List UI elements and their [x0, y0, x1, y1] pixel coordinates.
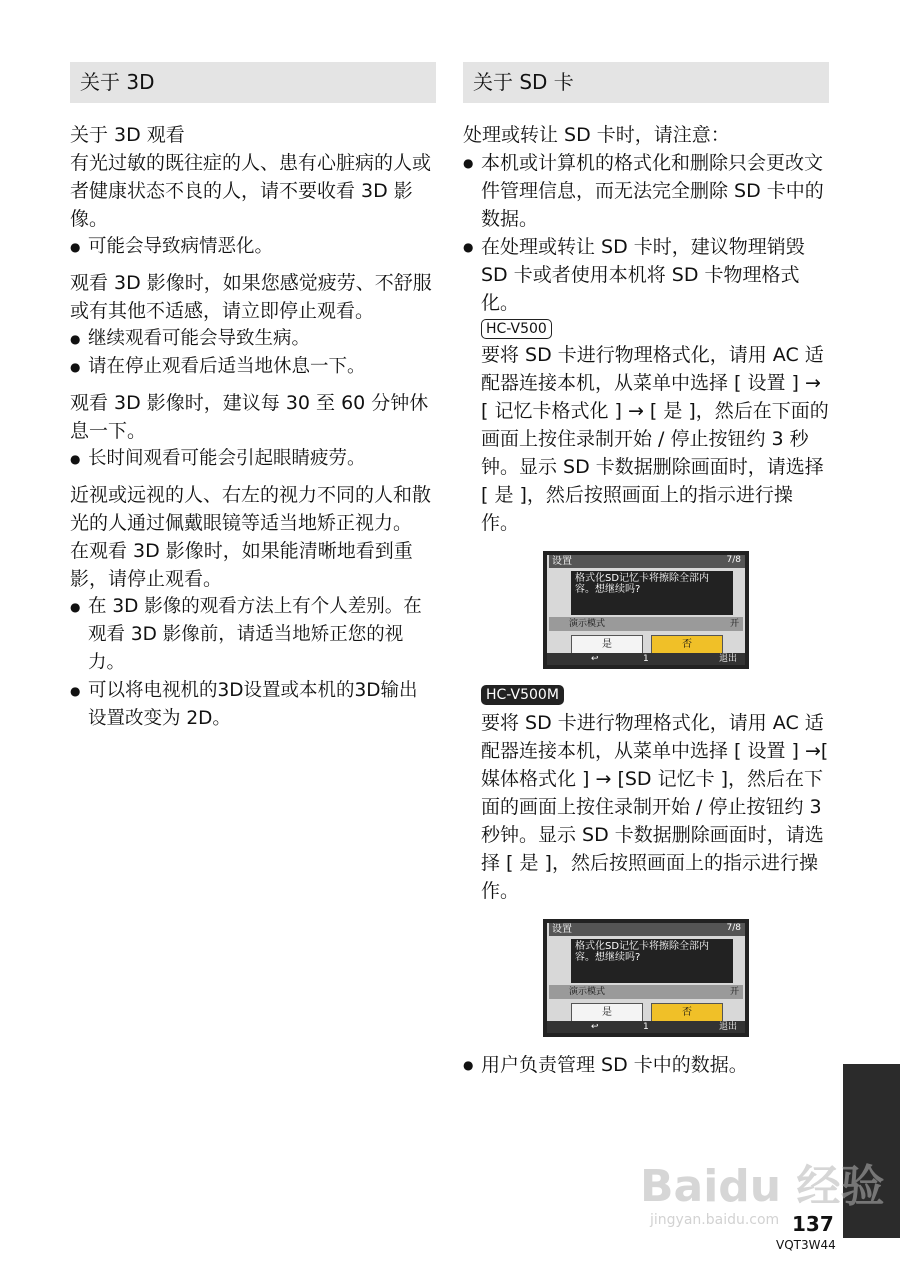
- screen-number: 1: [643, 654, 649, 664]
- paragraph: 有光过敏的既往症的人、患有心脏病的人或者健康状态不良的人，请不要收看 3D 影像。: [70, 152, 432, 230]
- document-code: VQT3W44: [776, 1238, 836, 1252]
- paragraph: 在观看 3D 影像时，如果能清晰地看到重影，请停止观看。: [70, 540, 413, 590]
- lcd-screen-illustration: [543, 919, 749, 1037]
- watermark-url: jingyan.baidu.com: [650, 1212, 780, 1228]
- paragraph: 观看 3D 影像时，建议每 30 至 60 分钟休息一下。: [70, 392, 429, 442]
- screen-title: 设置: [549, 923, 745, 936]
- bullet-item: ● 长时间观看可能会引起眼睛疲劳。: [70, 445, 436, 473]
- bullet-item: ● 用户负责管理 SD 卡中的数据。: [463, 1051, 829, 1079]
- page-number: 137: [792, 1212, 834, 1236]
- screen-bottom-bar: [547, 1021, 745, 1033]
- screen-exit: 退出: [718, 654, 737, 664]
- screen-message: 格式化SD记忆卡将擦除全部内容。想继续吗?: [571, 571, 733, 615]
- screen-title: 设置: [549, 555, 745, 568]
- watermark: Baidu 经验: [640, 1161, 885, 1212]
- bullet-item: ● 请在停止观看后适当地休息一下。: [70, 353, 436, 381]
- intro-text: 处理或转让 SD 卡时，请注意：: [463, 124, 730, 146]
- bullet-item: ● 可以将电视机的3D设置或本机的3D输出设置改变为 2D。: [70, 677, 436, 733]
- screen-bottom-bar: [547, 653, 745, 665]
- bullet-item: ● 可能会导致病情恶化。: [70, 233, 436, 261]
- screen-menu-row: 演示模式 开: [549, 985, 743, 999]
- bullet-item: ● 继续观看可能会导致生病。: [70, 325, 436, 353]
- screen-number: 1: [643, 1022, 649, 1032]
- screen-menu-row: 演示模式 开: [549, 617, 743, 631]
- lcd-screen-illustration: [543, 551, 749, 669]
- section-header-3d: 关于 3D: [70, 62, 436, 103]
- left-column: [70, 62, 436, 733]
- model-badge-hc-v500: HC-V500: [481, 319, 552, 339]
- screen-yes-button: 是: [571, 635, 643, 655]
- bullet-item: ● 在处理或转让 SD 卡时，建议物理销毁 SD 卡或者使用本机将 SD 卡物理格式化。: [463, 233, 829, 317]
- screen-yes-button: 是: [571, 1003, 643, 1023]
- bullet-item: ● 本机或计算机的格式化和删除只会更改文件管理信息，而无法完全删除 SD 卡中的数据。: [463, 149, 829, 233]
- screen-exit: 退出: [718, 1022, 737, 1032]
- model-badge-hc-v500m: HC-V500M: [481, 685, 564, 705]
- back-icon: ↩: [591, 1022, 599, 1032]
- instruction-text: 要将 SD 卡进行物理格式化，请用 AC 适配器连接本机，从菜单中选择 [ 设置 ] → [ 记忆卡格式化 ] → [ 是 ]，然后在下面的画面上按住录制开始 / 停止按钮约 3 秒钟。显示 SD 卡数据删除画面时，请选择 [ 是 ]，然后按照画面上的指示进行操作。: [481, 344, 829, 534]
- paragraph: 近视或远视的人、右左的视力不同的人和散光的人通过佩戴眼镜等适当地矫正视力。: [70, 484, 432, 534]
- screen-message: 格式化SD记忆卡将擦除全部内容。想继续吗?: [571, 939, 733, 983]
- back-icon: ↩: [591, 654, 599, 664]
- heading-3d-viewing: 关于 3D 观看: [70, 124, 185, 146]
- screen-no-button: 否: [651, 1003, 723, 1023]
- screen-page: 7/8: [726, 555, 741, 565]
- paragraph: 观看 3D 影像时，如果您感觉疲劳、不舒服或有其他不适感，请立即停止观看。: [70, 272, 432, 322]
- screen-no-button: 否: [651, 635, 723, 655]
- instruction-text: 要将 SD 卡进行物理格式化，请用 AC 适配器连接本机，从菜单中选择 [ 设置 ] →[ 媒体格式化 ] → [SD 记忆卡 ]，然后在下面的画面上按住录制开始 / 停止按钮约 3 秒钟。显示 SD 卡数据删除画面时，请选择 [ 是 ]，然后按照画面上的指示进行操作。: [481, 712, 829, 902]
- section-header-sd: 关于 SD 卡: [463, 62, 829, 103]
- bullet-item: ● 在 3D 影像的观看方法上有个人差别。在观看 3D 影像前，请适当地矫正您的视力。: [70, 593, 436, 677]
- screen-page: 7/8: [726, 923, 741, 933]
- right-column: [463, 62, 829, 1079]
